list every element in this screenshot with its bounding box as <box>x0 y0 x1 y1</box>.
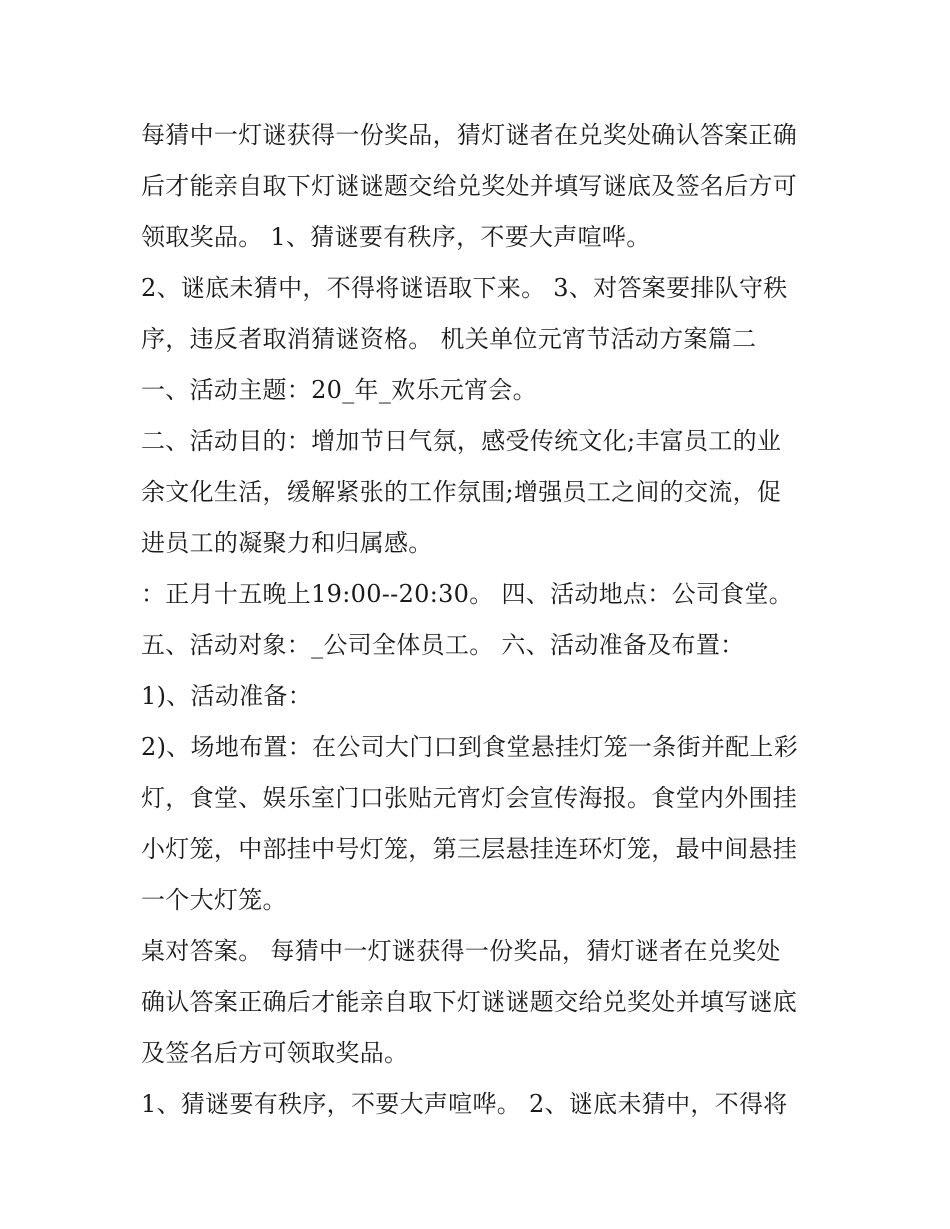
text-line: 五、活动对象：_公司全体员工。 六、活动准备及布置： <box>141 631 745 659</box>
text-line: 灯，食堂、娱乐室门口张贴元宵灯会宣传海报。食堂内外围挂 <box>141 784 798 812</box>
text-line: 桌对答案。 每猜中一灯谜获得一份奖品，猜灯谜者在兑奖处 <box>141 937 781 965</box>
text-line: ：正月十五晚上19:00--20:30。 四、活动地点：公司食堂。 <box>141 580 794 608</box>
text-line: 2、谜底未猜中，不得将谜语取下来。 3、对答案要排队守秩 <box>141 274 788 302</box>
text-line: 后才能亲自取下灯谜谜题交给兑奖处并填写谜底及签名后方可 <box>141 172 798 200</box>
text-line: 一个大灯笼。 <box>141 886 287 914</box>
text-line: 一、活动主题：20_年_欢乐元宵会。 <box>141 376 537 404</box>
text-line: 小灯笼，中部挂中号灯笼，第三层悬挂连环灯笼，最中间悬挂 <box>141 835 798 863</box>
text-line: 序，违反者取消猜谜资格。 机关单位元宵节活动方案篇二 <box>141 325 757 353</box>
text-line: 1、猜谜要有秩序，不要大声喧哗。 2、谜底未猜中，不得将 <box>141 1090 788 1118</box>
text-line: 2)、场地布置：在公司大门口到食堂悬挂灯笼一条街并配上彩 <box>141 733 799 761</box>
text-line: 进员工的凝聚力和归属感。 <box>141 529 433 557</box>
text-line: 余文化生活，缓解紧张的工作氛围;增强员工之间的交流，促 <box>141 478 782 506</box>
text-line: 二、活动目的：增加节日气氛，感受传统文化;丰富员工的业 <box>141 427 782 455</box>
text-line: 及签名后方可领取奖品。 <box>141 1039 409 1067</box>
text-line: 1)、活动准备： <box>141 682 313 710</box>
text-line: 确认答案正确后才能亲自取下灯谜谜题交给兑奖处并填写谜底 <box>141 988 798 1016</box>
text-line: 领取奖品。 1、猜谜要有秩序，不要大声喧哗。 <box>141 223 651 251</box>
text-line: 每猜中一灯谜获得一份奖品，猜灯谜者在兑奖处确认答案正确 <box>141 121 798 149</box>
